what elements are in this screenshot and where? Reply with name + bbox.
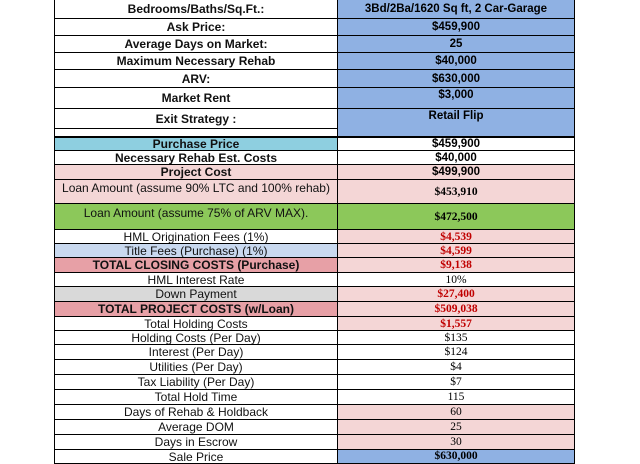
row-value: 115 <box>338 390 575 405</box>
row-label: Project Cost <box>54 165 338 180</box>
summary-label: Market Rent <box>54 88 338 109</box>
summary-value: 25 <box>338 36 575 53</box>
summary-label: Maximum Necessary Rehab <box>54 53 338 70</box>
row-label: Holding Costs (Per Day) <box>54 331 338 345</box>
row-label: HML Origination Fees (1%) <box>54 230 338 244</box>
row-value: $40,000 <box>338 151 575 165</box>
row-value: 10% <box>338 273 575 287</box>
summary-value: $459,900 <box>338 19 575 36</box>
row-value: $499,900 <box>338 165 575 180</box>
row-value: $124 <box>338 345 575 360</box>
row-hml-origination <box>54 230 575 244</box>
summary-value: $40,000 <box>338 53 575 70</box>
row-utilities-per-day <box>54 360 575 375</box>
row-days-escrow <box>54 435 575 450</box>
row-value: 60 <box>338 405 575 420</box>
row-value: $4,599 <box>338 244 575 258</box>
row-loan-arv <box>54 204 575 230</box>
summary-value: $630,000 <box>338 70 575 88</box>
row-label: Days of Rehab & Holdback <box>54 405 338 420</box>
summary-row-arv <box>54 70 575 88</box>
row-interest-per-day <box>54 345 575 360</box>
row-label: Title Fees (Purchase) (1%) <box>54 244 338 258</box>
row-value: $9,138 <box>338 258 575 273</box>
summary-row-exit-strategy <box>54 109 575 129</box>
row-value: $27,400 <box>338 287 575 302</box>
summary-row-bedrooms <box>54 0 575 19</box>
row-tax-per-day <box>54 375 575 390</box>
row-value: $630,000 <box>338 450 575 464</box>
row-label: TOTAL PROJECT COSTS (w/Loan) <box>54 302 338 317</box>
row-holding-per-day <box>54 331 575 345</box>
spacer-value-cell <box>338 129 575 137</box>
row-value: $4 <box>338 360 575 375</box>
row-loan-ltc <box>54 180 575 204</box>
summary-value: Retail Flip <box>338 109 575 129</box>
row-rehab-holdback <box>54 405 575 420</box>
summary-row-ask-price <box>54 19 575 36</box>
summary-value: 3Bd/2Ba/1620 Sq ft, 2 Car-Garage <box>338 0 575 19</box>
row-value: $459,900 <box>338 137 575 151</box>
row-label: Loan Amount (assume 90% LTC and 100% rehab) <box>54 180 338 204</box>
summary-row-avg-dom <box>54 36 575 53</box>
row-label: HML Interest Rate <box>54 273 338 287</box>
row-label: Loan Amount (assume 75% of ARV MAX). <box>54 204 338 230</box>
row-label: Down Payment <box>54 287 338 302</box>
summary-row-market-rent <box>54 88 575 109</box>
row-total-hold-time <box>54 390 575 405</box>
row-value: $472,500 <box>338 204 575 230</box>
row-hml-interest-rate <box>54 273 575 287</box>
row-label: Total Holding Costs <box>54 317 338 331</box>
row-purchase-price <box>54 137 575 151</box>
row-total-closing <box>54 258 575 273</box>
row-value: $1,557 <box>338 317 575 331</box>
row-label: Days in Escrow <box>54 435 338 450</box>
row-total-holding <box>54 317 575 331</box>
row-rehab-costs <box>54 151 575 165</box>
summary-label: ARV: <box>54 70 338 88</box>
row-value: $509,038 <box>338 302 575 317</box>
row-value: 30 <box>338 435 575 450</box>
row-label: Tax Liability (Per Day) <box>54 375 338 390</box>
summary-row-max-rehab <box>54 53 575 70</box>
summary-label: Ask Price: <box>54 19 338 36</box>
row-value: $135 <box>338 331 575 345</box>
row-sale-price <box>54 450 575 464</box>
row-label: Average DOM <box>54 420 338 435</box>
summary-label: Exit Strategy : <box>54 109 338 129</box>
row-value: $7 <box>338 375 575 390</box>
row-value: 25 <box>338 420 575 435</box>
row-label: TOTAL CLOSING COSTS (Purchase) <box>54 258 338 273</box>
row-average-dom <box>54 420 575 435</box>
row-label: Total Hold Time <box>54 390 338 405</box>
spacer-row <box>54 129 575 137</box>
row-label: Purchase Price <box>54 137 338 151</box>
summary-label: Average Days on Market: <box>54 36 338 53</box>
row-label: Necessary Rehab Est. Costs <box>54 151 338 165</box>
row-down-payment <box>54 287 575 302</box>
row-total-project <box>54 302 575 317</box>
spacer-label-cell <box>54 129 338 137</box>
row-value: $4,539 <box>338 230 575 244</box>
row-label: Sale Price <box>54 450 338 464</box>
row-project-cost <box>54 165 575 180</box>
row-label: Utilities (Per Day) <box>54 360 338 375</box>
row-value: $453,910 <box>338 180 575 204</box>
summary-label: Bedrooms/Baths/Sq.Ft.: <box>54 0 338 19</box>
row-label: Interest (Per Day) <box>54 345 338 360</box>
row-title-fees <box>54 244 575 258</box>
summary-value: $3,000 <box>338 88 575 109</box>
